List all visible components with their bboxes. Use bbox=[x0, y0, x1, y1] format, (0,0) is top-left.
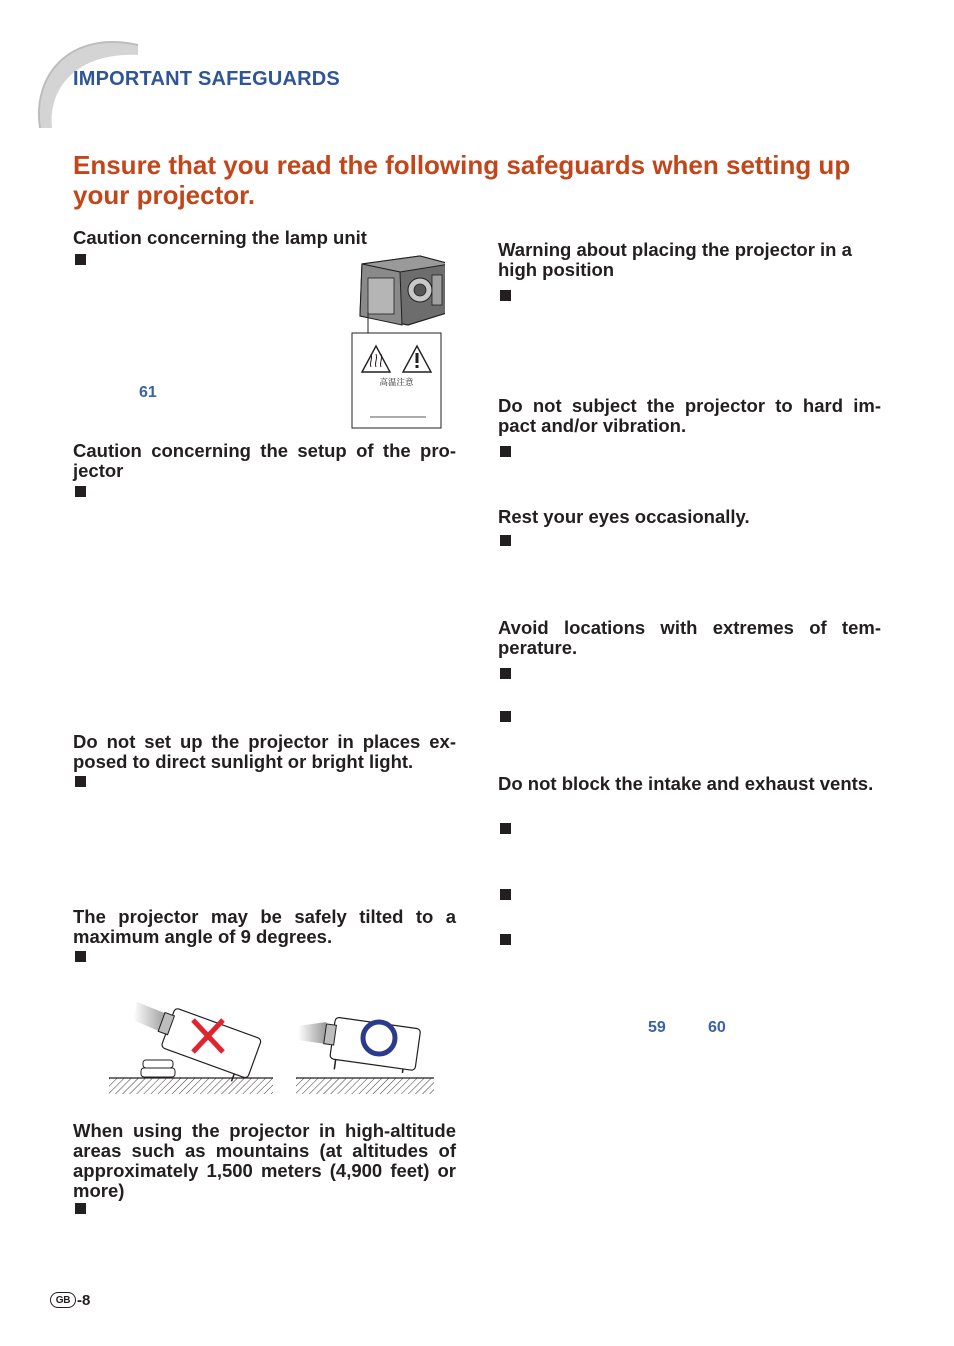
bullet bbox=[75, 951, 86, 962]
bullet bbox=[500, 446, 511, 457]
impact-title: Do not subject the projector to hard im-pact and/or vibration. bbox=[498, 395, 881, 436]
bullet bbox=[75, 1203, 86, 1214]
page-reference[interactable]: 59 bbox=[648, 1019, 666, 1036]
bullet bbox=[500, 290, 511, 301]
setup-caution-title: Caution concerning the setup of the pro-jector bbox=[73, 440, 456, 481]
page-number: -8 bbox=[77, 1291, 91, 1309]
tilt-wrong-illustration bbox=[105, 998, 275, 1096]
tilt-title: The projector may be safely tilted to a maximum angle of 9 degrees. bbox=[73, 906, 456, 947]
lamp-label-text: 高温注意 bbox=[379, 378, 414, 388]
lamp-caution-title: Caution concerning the lamp unit bbox=[73, 227, 367, 248]
bullet bbox=[500, 711, 511, 722]
lamp-unit-figure bbox=[350, 250, 445, 430]
section-title: IMPORTANT SAFEGUARDS bbox=[73, 68, 340, 90]
vents-title: Do not block the intake and exhaust vents. bbox=[498, 773, 874, 794]
page-footer bbox=[50, 1290, 90, 1310]
bullet bbox=[500, 535, 511, 546]
bullet bbox=[75, 254, 86, 265]
bullet bbox=[75, 486, 86, 497]
bullet bbox=[500, 934, 511, 945]
bullet bbox=[500, 823, 511, 834]
main-heading: Ensure that you read the following safeguards when setting up your projector. bbox=[73, 150, 851, 210]
page-reference[interactable]: 60 bbox=[708, 1019, 726, 1036]
temperature-title: Avoid locations with extremes of tem-perature. bbox=[498, 617, 881, 658]
high-position-title: Warning about placing the projector in a high position bbox=[498, 239, 852, 280]
tilt-correct-illustration bbox=[294, 1010, 436, 1096]
altitude-title: When using the projector in high-altitude areas such as mountains (at altitudes of approximately 1,500 meters (4,900 feet) or more) bbox=[73, 1120, 456, 1201]
region-badge: GB bbox=[50, 1292, 76, 1308]
page-reference[interactable]: 61 bbox=[139, 384, 157, 401]
rest-eyes-title: Rest your eyes occasionally. bbox=[498, 506, 750, 527]
bullet bbox=[500, 889, 511, 900]
bullet bbox=[75, 776, 86, 787]
sunlight-caution-title: Do not set up the projector in places ex-posed to direct sunlight or bright light. bbox=[73, 731, 456, 772]
bullet bbox=[500, 668, 511, 679]
